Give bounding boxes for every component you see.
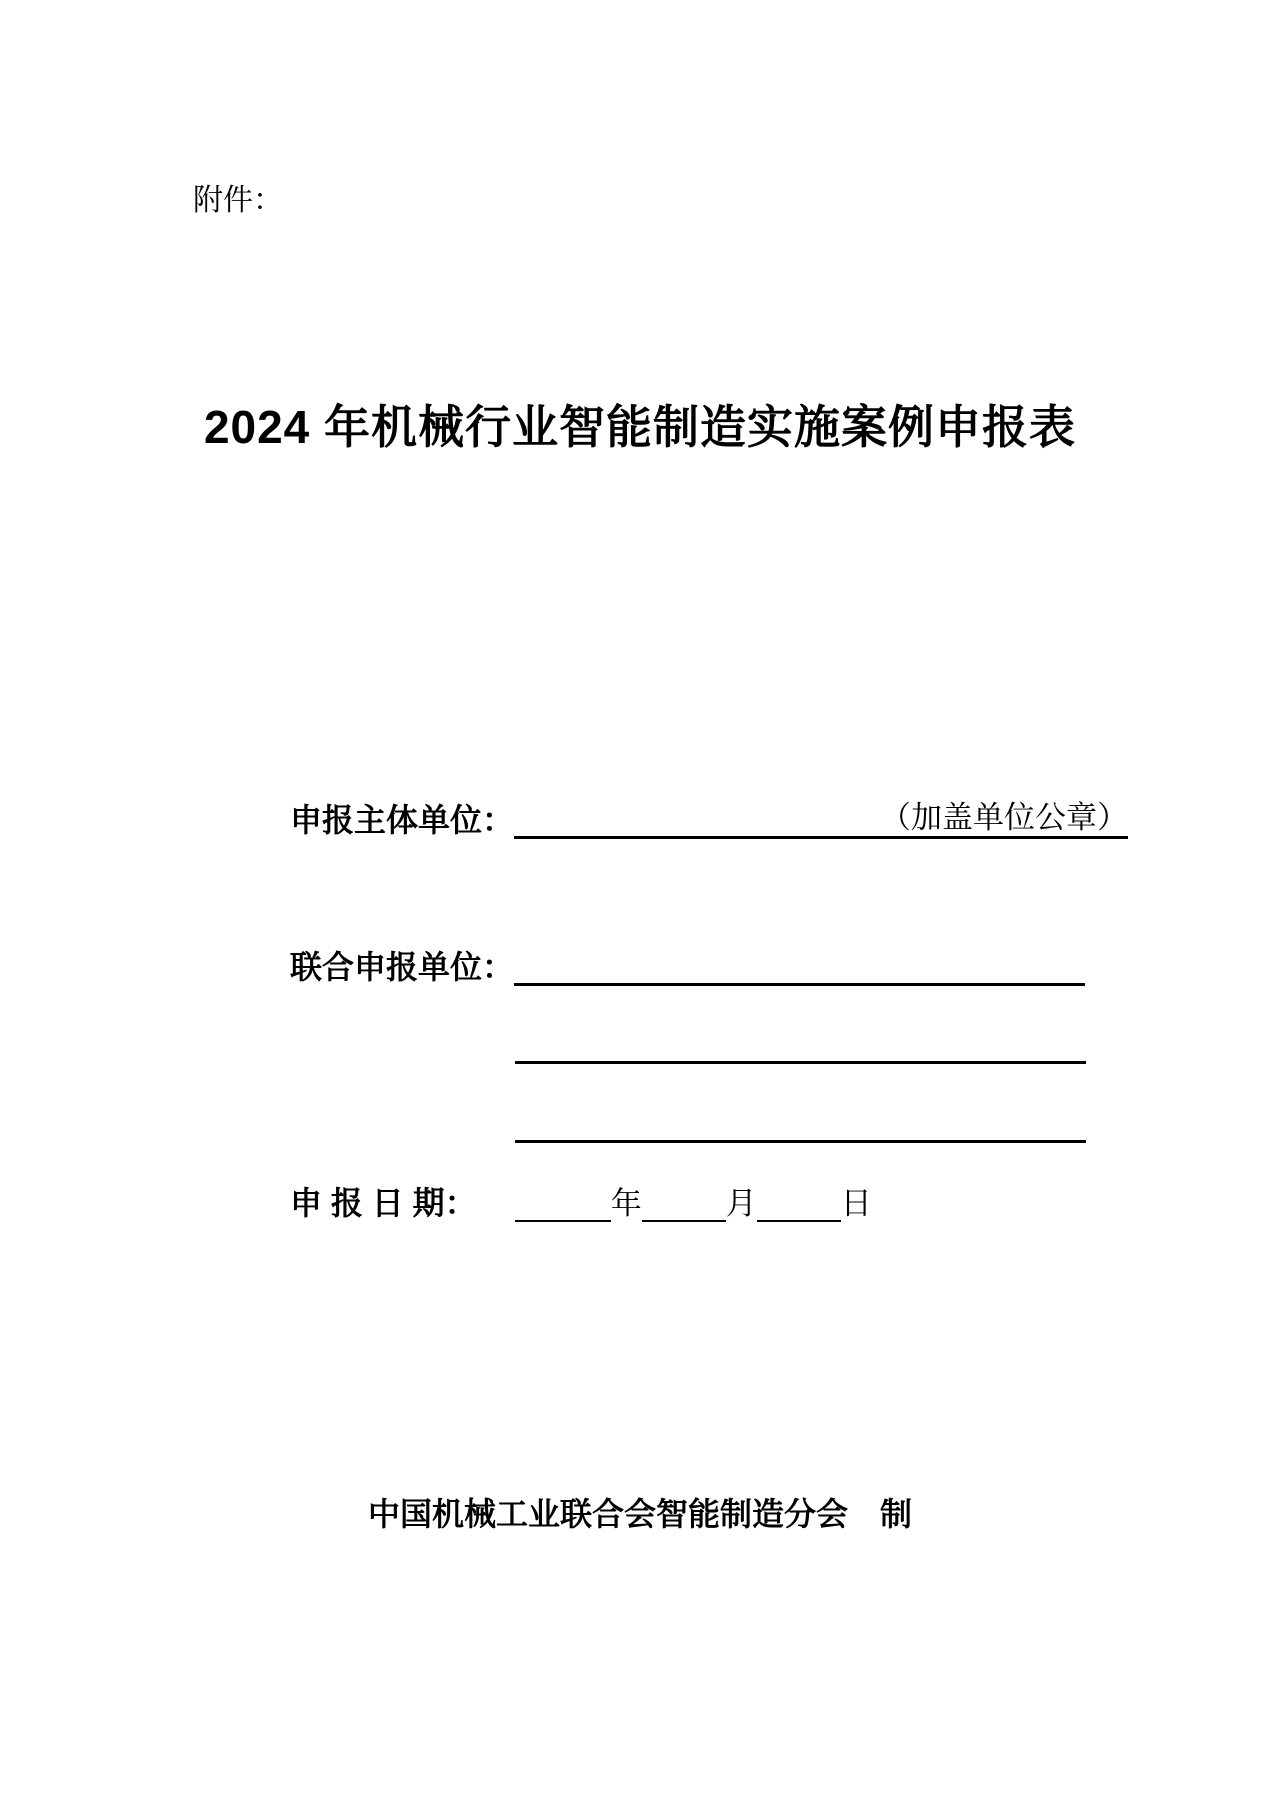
- seal-note: （加盖单位公章）: [880, 800, 1128, 839]
- primary-unit-blank-line: [514, 824, 880, 839]
- date-month-label: 月: [725, 1186, 757, 1221]
- issuing-organization: 中国机械工业联合会智能制造分会 制: [367, 1496, 912, 1532]
- joint-unit-blank-line-3: [515, 1140, 1086, 1143]
- joint-unit-row: [290, 950, 1085, 986]
- joint-unit-blank-line-2: [515, 1061, 1086, 1064]
- date-year-label: 年: [610, 1186, 642, 1221]
- date-day-blank-line: [757, 1208, 841, 1222]
- date-label: 申 报 日 期：: [290, 1185, 477, 1222]
- attachment-label: 附件：: [193, 184, 283, 217]
- joint-unit-label: 联合申报单位：: [290, 949, 515, 985]
- joint-unit-blank-line-1: [514, 971, 1085, 986]
- date-year-blank-line: [515, 1208, 611, 1222]
- date-day-label: 日: [840, 1186, 872, 1221]
- primary-unit-label: 申报主体单位：: [290, 802, 515, 839]
- date-month-blank-line: [642, 1208, 726, 1222]
- primary-unit-row: [290, 800, 1128, 839]
- form-title: 2024 年机械行业智能制造实施案例申报表: [203, 401, 1077, 453]
- date-row: [290, 1186, 872, 1222]
